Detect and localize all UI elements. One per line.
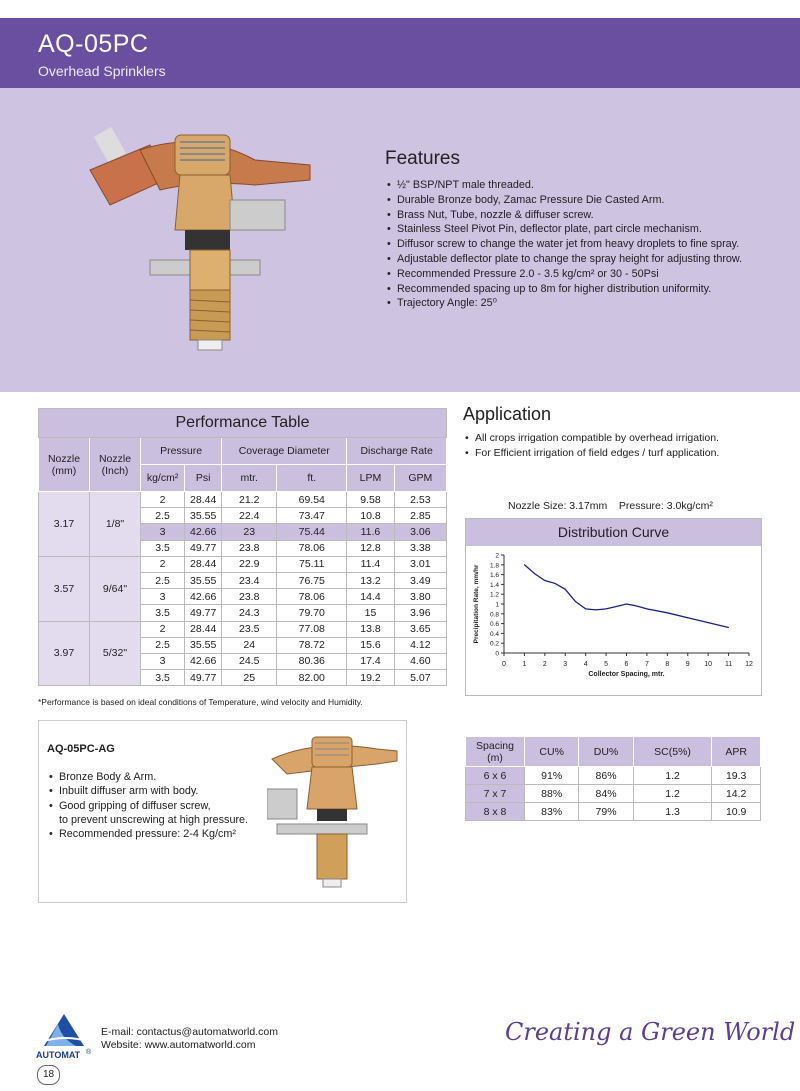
x-tick-label: 4 [583,661,588,668]
ag-item: • Inbuilt diffuser arm with body. [59,784,289,798]
table-cell: 79% [579,803,633,821]
table-cell: 23.4 [222,572,277,588]
table-cell: 75.44 [277,524,347,540]
col-coverage: Coverage Diameter [222,438,347,465]
contact-website[interactable]: Website: www.automatworld.com [101,1039,256,1051]
table-cell: 21.2 [222,492,277,508]
table-cell: 11.4 [347,556,394,572]
features-heading: Features [385,148,460,169]
data-point [524,564,525,565]
table-cell: 3.38 [394,540,446,556]
table-cell: 82.00 [277,670,347,686]
table-row [466,785,761,803]
table-cell: 3 [141,589,185,605]
y-tick-label: 0 [495,650,499,658]
data-point [585,608,586,609]
features-list [385,178,785,311]
ag-item: to prevent unscrewing at high pressure. [59,813,249,826]
ag-item: • Recommended pressure: 2-4 Kg/cm² [59,827,289,841]
table-cell: 79.70 [277,605,347,621]
data-point [728,627,729,628]
nozzle-inch-cell: 9/64" [90,556,141,621]
table-cell: 10.8 [347,508,394,524]
table-cell: 4.60 [394,653,446,669]
table-cell: 13.2 [347,572,394,588]
nozzle-mm-cell: 3.97 [39,621,90,686]
features-section [385,148,785,311]
y-tick-label: 1.8 [489,562,499,570]
page-title: AQ-05PC [38,30,149,58]
table-cell: 24.3 [222,605,277,621]
table-cell: 35.55 [185,637,222,653]
table-cell: 2 [141,492,185,508]
table-cell: 3 [141,653,185,669]
ag-item: • Good gripping of diffuser screw, [59,799,289,813]
table-cell: 3.80 [394,589,446,605]
performance-table-body [39,492,447,686]
x-tick-label: 8 [665,661,670,668]
table-cell: 8 x 8 [466,803,525,821]
table-cell: 78.06 [277,589,347,605]
table-cell: 19.3 [712,767,761,785]
table-cell: 2.5 [141,572,185,588]
table-cell: 1.2 [633,767,712,785]
table-cell: 49.77 [185,540,222,556]
table-cell: 28.44 [185,556,222,572]
col-mtr: mtr. [222,465,277,492]
contact-email[interactable]: E-mail: contactus@automatworld.com [101,1026,278,1038]
table-cell: 5.07 [394,670,446,686]
table-cell: 88% [525,785,579,803]
y-axis-label: Precipitation Rate, mm/hr [473,564,480,644]
registered-mark: ® [86,1049,92,1056]
y-tick-label: 0.8 [489,611,499,619]
automat-logo [36,1012,94,1064]
table-cell: 2.5 [141,637,185,653]
table-cell: 3.49 [394,572,446,588]
table-cell: 76.75 [277,572,347,588]
table-cell: 80.36 [277,653,347,669]
nozzle-mm-cell: 3.17 [39,492,90,557]
distribution-curve-plot [466,547,761,695]
x-tick-label: 2 [542,661,547,668]
table-cell: 75.11 [277,556,347,572]
table-cell: 13.8 [347,621,394,637]
table-cell: 9.58 [347,492,394,508]
distribution-curve-chart [465,518,762,696]
x-tick-label: 1 [522,661,527,668]
feature-item: • Brass Nut, Tube, nozzle & diffuser screw. [397,208,785,223]
table-cell: 12.8 [347,540,394,556]
y-tick-label: 1.6 [489,572,499,580]
table-cell: 2.53 [394,492,446,508]
data-point [626,604,627,605]
table-row [39,621,447,637]
data-point [555,583,556,584]
table-cell: 1.2 [633,785,712,803]
application-item: • For Efficient irrigation of field edges / turf application. [475,446,783,461]
table-cell: 77.08 [277,621,347,637]
table-cell: 49.77 [185,670,222,686]
y-tick-label: 0.6 [489,621,499,629]
x-tick-label: 12 [745,661,753,668]
table-cell: 28.44 [185,621,222,637]
feature-item: • Adjustable deflector plate to change the spray height for adjusting throw. [397,252,785,267]
col-nozzle-mm: Nozzle (mm) [39,438,90,492]
col-lpm: LPM [347,465,394,492]
data-point [565,589,566,590]
x-tick-label: 6 [624,661,629,668]
table-cell: 2.5 [141,508,185,524]
feature-item: • Durable Bronze body, Zamac Pressure Die Casted Arm. [397,193,785,208]
table-cell: 24.5 [222,653,277,669]
feature-item: • Diffusor screw to change the water jet from heavy droplets to fine spray. [397,237,785,252]
y-tick-label: 1.2 [489,591,499,599]
x-tick-label: 7 [644,661,649,668]
table-cell: 69.54 [277,492,347,508]
nozzle-size: Nozzle Size: 3.17mm [508,500,608,512]
application-section [463,404,783,460]
table-cell: 2 [141,556,185,572]
table-cell: 78.06 [277,540,347,556]
performance-table [38,408,447,686]
x-tick-label: 0 [502,661,506,668]
table-cell: 24 [222,637,277,653]
chart-title: Distribution Curve [466,519,761,546]
col-pressure: Pressure [141,438,222,465]
top-strip [0,0,800,18]
table-cell: 14.4 [347,589,394,605]
table-row [39,492,447,508]
table-cell: 2.85 [394,508,446,524]
data-point [646,608,647,609]
col-ft: ft. [277,465,347,492]
table-cell: 91% [525,767,579,785]
table-row [466,803,761,821]
data-point [616,606,617,607]
table-cell: 42.66 [185,589,222,605]
table-cell: 1.3 [633,803,712,821]
nozzle-mm-cell: 3.57 [39,556,90,621]
table-cell: 3.96 [394,605,446,621]
logo-text: AUTOMAT [36,1050,81,1060]
table-cell: 3.5 [141,605,185,621]
table-cell: 23.5 [222,621,277,637]
data-point [575,601,576,602]
table-cell: 3.5 [141,540,185,556]
ag-variant-box [38,720,407,903]
table-cell: 3.65 [394,621,446,637]
col-gpm: GPM [394,465,446,492]
feature-item: • Stainless Steel Pivot Pin, deflector plate, part circle mechanism. [397,222,785,237]
x-axis-label: Collector Spacing, mtr. [588,671,665,678]
y-tick-label: 0.2 [489,640,499,648]
table-cell: 3.01 [394,556,446,572]
data-point [606,608,607,609]
col-spacing: Spacing (m) [466,737,525,767]
table-cell: 23 [222,524,277,540]
table-cell: 7 x 7 [466,785,525,803]
table-cell: 23.8 [222,589,277,605]
col-psi: Psi [185,465,222,492]
table-cell: 3.06 [394,524,446,540]
performance-footnote: *Performance is based on ideal conditions of Temperature, wind velocity and Humidity. [38,697,363,707]
table-cell: 73.47 [277,508,347,524]
table-cell: 49.77 [185,605,222,621]
slogan: Creating a Green World [505,1018,796,1046]
table-cell: 17.4 [347,653,394,669]
footer-contact [101,1026,278,1052]
x-tick-label: 9 [685,661,690,668]
ag-title: AQ-05PC-AG [47,743,115,755]
table-cell: 25 [222,670,277,686]
nozzle-inch-cell: 5/32" [90,621,141,686]
table-cell: 14.2 [712,785,761,803]
table-cell: 78.72 [277,637,347,653]
sprinkler-image [80,110,325,360]
data-point [708,622,709,623]
nozzle-info [508,500,713,512]
col-kgcm2: kg/cm² [141,465,185,492]
table-cell: 22.9 [222,556,277,572]
performance-table-title: Performance Table [39,409,447,438]
table-cell: 3.5 [141,670,185,686]
nozzle-inch-cell: 1/8" [90,492,141,557]
col-du: DU% [579,737,633,767]
table-cell: 2 [141,621,185,637]
data-point [595,609,596,610]
data-point [687,617,688,618]
table-cell: 22.4 [222,508,277,524]
y-tick-label: 0.4 [489,630,499,638]
feature-item: • Recommended Pressure 2.0 - 3.5 kg/cm² or 30 - 50Psi [397,267,785,282]
table-cell: 84% [579,785,633,803]
application-list [463,431,783,460]
data-point [667,612,668,613]
table-cell: 83% [525,803,579,821]
x-tick-label: 3 [563,661,568,668]
page-subtitle: Overhead Sprinklers [38,63,166,79]
feature-item: • ½" BSP/NPT male threaded. [397,178,785,193]
x-tick-label: 5 [604,661,609,668]
x-tick-label: 11 [724,661,733,668]
data-point [534,573,535,574]
application-heading: Application [463,404,552,424]
table-cell: 15 [347,605,394,621]
table-cell: 28.44 [185,492,222,508]
distribution-line [524,565,728,628]
table-cell: 6 x 6 [466,767,525,785]
ag-item: • Bronze Body & Arm. [59,770,289,784]
nozzle-pressure: Pressure: 3.0kg/cm² [618,500,713,512]
feature-item: • Trajectory Angle: 25⁰ [397,296,785,311]
table-cell: 4.12 [394,637,446,653]
application-item: • All crops irrigation compatible by overhead irrigation. [475,431,783,446]
x-tick-label: 10 [704,661,713,668]
y-tick-label: 2 [495,552,499,560]
table-cell: 10.9 [712,803,761,821]
table-row [466,767,761,785]
spacing-table [465,736,761,821]
col-apr: APR [712,737,761,767]
table-cell: 42.66 [185,653,222,669]
y-tick-label: 1 [495,601,499,609]
feature-item: • Recommended spacing up to 8m for higher distribution uniformity. [397,282,785,297]
table-cell: 3 [141,524,185,540]
table-row [39,556,447,572]
page-number: 18 [37,1065,60,1085]
col-sc: SC(5%) [633,737,712,767]
col-cu: CU% [525,737,579,767]
table-cell: 23.8 [222,540,277,556]
y-tick-label: 1.4 [489,581,499,589]
ag-sprinkler-image [267,729,402,889]
table-cell: 42.66 [185,524,222,540]
data-point [544,580,545,581]
col-discharge: Discharge Rate [347,438,447,465]
col-nozzle-inch: Nozzle (Inch) [90,438,141,492]
table-cell: 15.6 [347,637,394,653]
table-cell: 86% [579,767,633,785]
data-point [636,605,637,606]
table-cell: 19.2 [347,670,394,686]
table-cell: 11.6 [347,524,394,540]
table-cell: 35.55 [185,572,222,588]
table-cell: 35.55 [185,508,222,524]
ag-list [47,770,289,841]
